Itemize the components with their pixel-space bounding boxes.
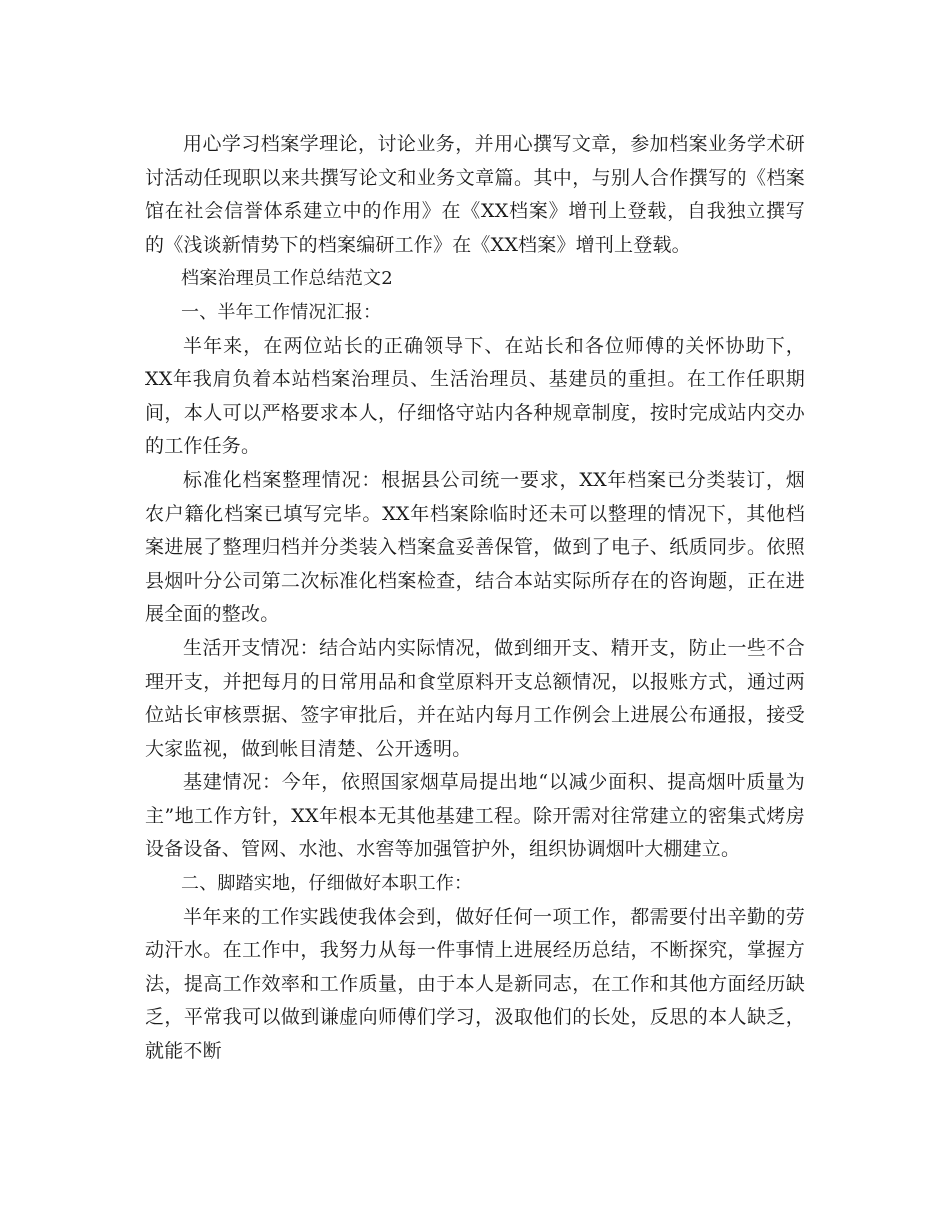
section-heading-diligent-work: 二、脚踏实地，仔细做好本职工作：: [181, 873, 473, 895]
section-title-summary-2: 档案治理员工作总结范文2: [181, 268, 393, 290]
paragraph-archive-research: 用心学习档案学理论，讨论业务，并用心撰写文章，参加档案业务学术研讨活动任现职以来共撰写论文和业务文章篇。其中，与别人合作撰写的《档案馆在社会信誉体系建立中的作用》在《XX档案》增刊上登载，自我独立撰写的《浅谈新情势下的档案编研工作》在《XX档案》增刊上登载。: [145, 133, 805, 256]
paragraph-work-practice: 半年来的工作实践使我体会到，做好任何一项工作，都需要付出辛勤的劳动汗水。在工作中，我努力从每一件事情上进展经历总结，不断探究，掌握方法，提高工作效率和工作质量，由于本人是新同志，在工作和其他方面经历缺乏，平常我可以做到谦虚向师傅们学习，汲取他们的长处，反思的本人缺乏，就能不断: [145, 905, 805, 1063]
paragraph-standard-archive: 标准化档案整理情况：根据县公司统一要求，XX年档案已分类装订，烟农户籍化档案已填写完毕。XX年档案除临时还未可以整理的情况下，其他档案进展了整理归档并分类装入档案盒妥善保管，做到了电子、纸质同步。依照县烟叶分公司第二次标准化档案检查，结合本站实际所存在的咨询题，正在进展全面的整改。: [145, 468, 805, 626]
section-heading-half-year-report: 一、半年工作情况汇报：: [181, 301, 382, 323]
paragraph-living-expenses: 生活开支情况：结合站内实际情况，做到细开支、精开支，防止一些不合理开支，并把每月的日常用品和食堂原料开支总额情况，以报账方式，通过两位站长审核票据、签字审批后，并在站内每月工作例会上进展公布通报，接受大家监视，做到帐目清楚、公开透明。: [145, 636, 805, 760]
paragraph-half-year-overview: 半年来，在两位站长的正确领导下、在站长和各位师傅的关怀协助下，XX年我肩负着本站档案治理员、生活治理员、基建员的重担。在工作任职期间，本人可以严格要求本人，仔细恪守站内各种规章制度，按时完成站内交办的工作任务。: [145, 334, 805, 458]
document-body: [145, 128, 805, 1069]
paragraph-infrastructure: 基建情况：今年，依照国家烟草局提出地“以减少面积、提高烟叶质量为主”地工作方针，XX年根本无其他基建工程。除开需对往常建立的密集式烤房设备设备、管网、水池、水窖等加强管护外，组织协调烟叶大棚建立。: [145, 771, 805, 861]
